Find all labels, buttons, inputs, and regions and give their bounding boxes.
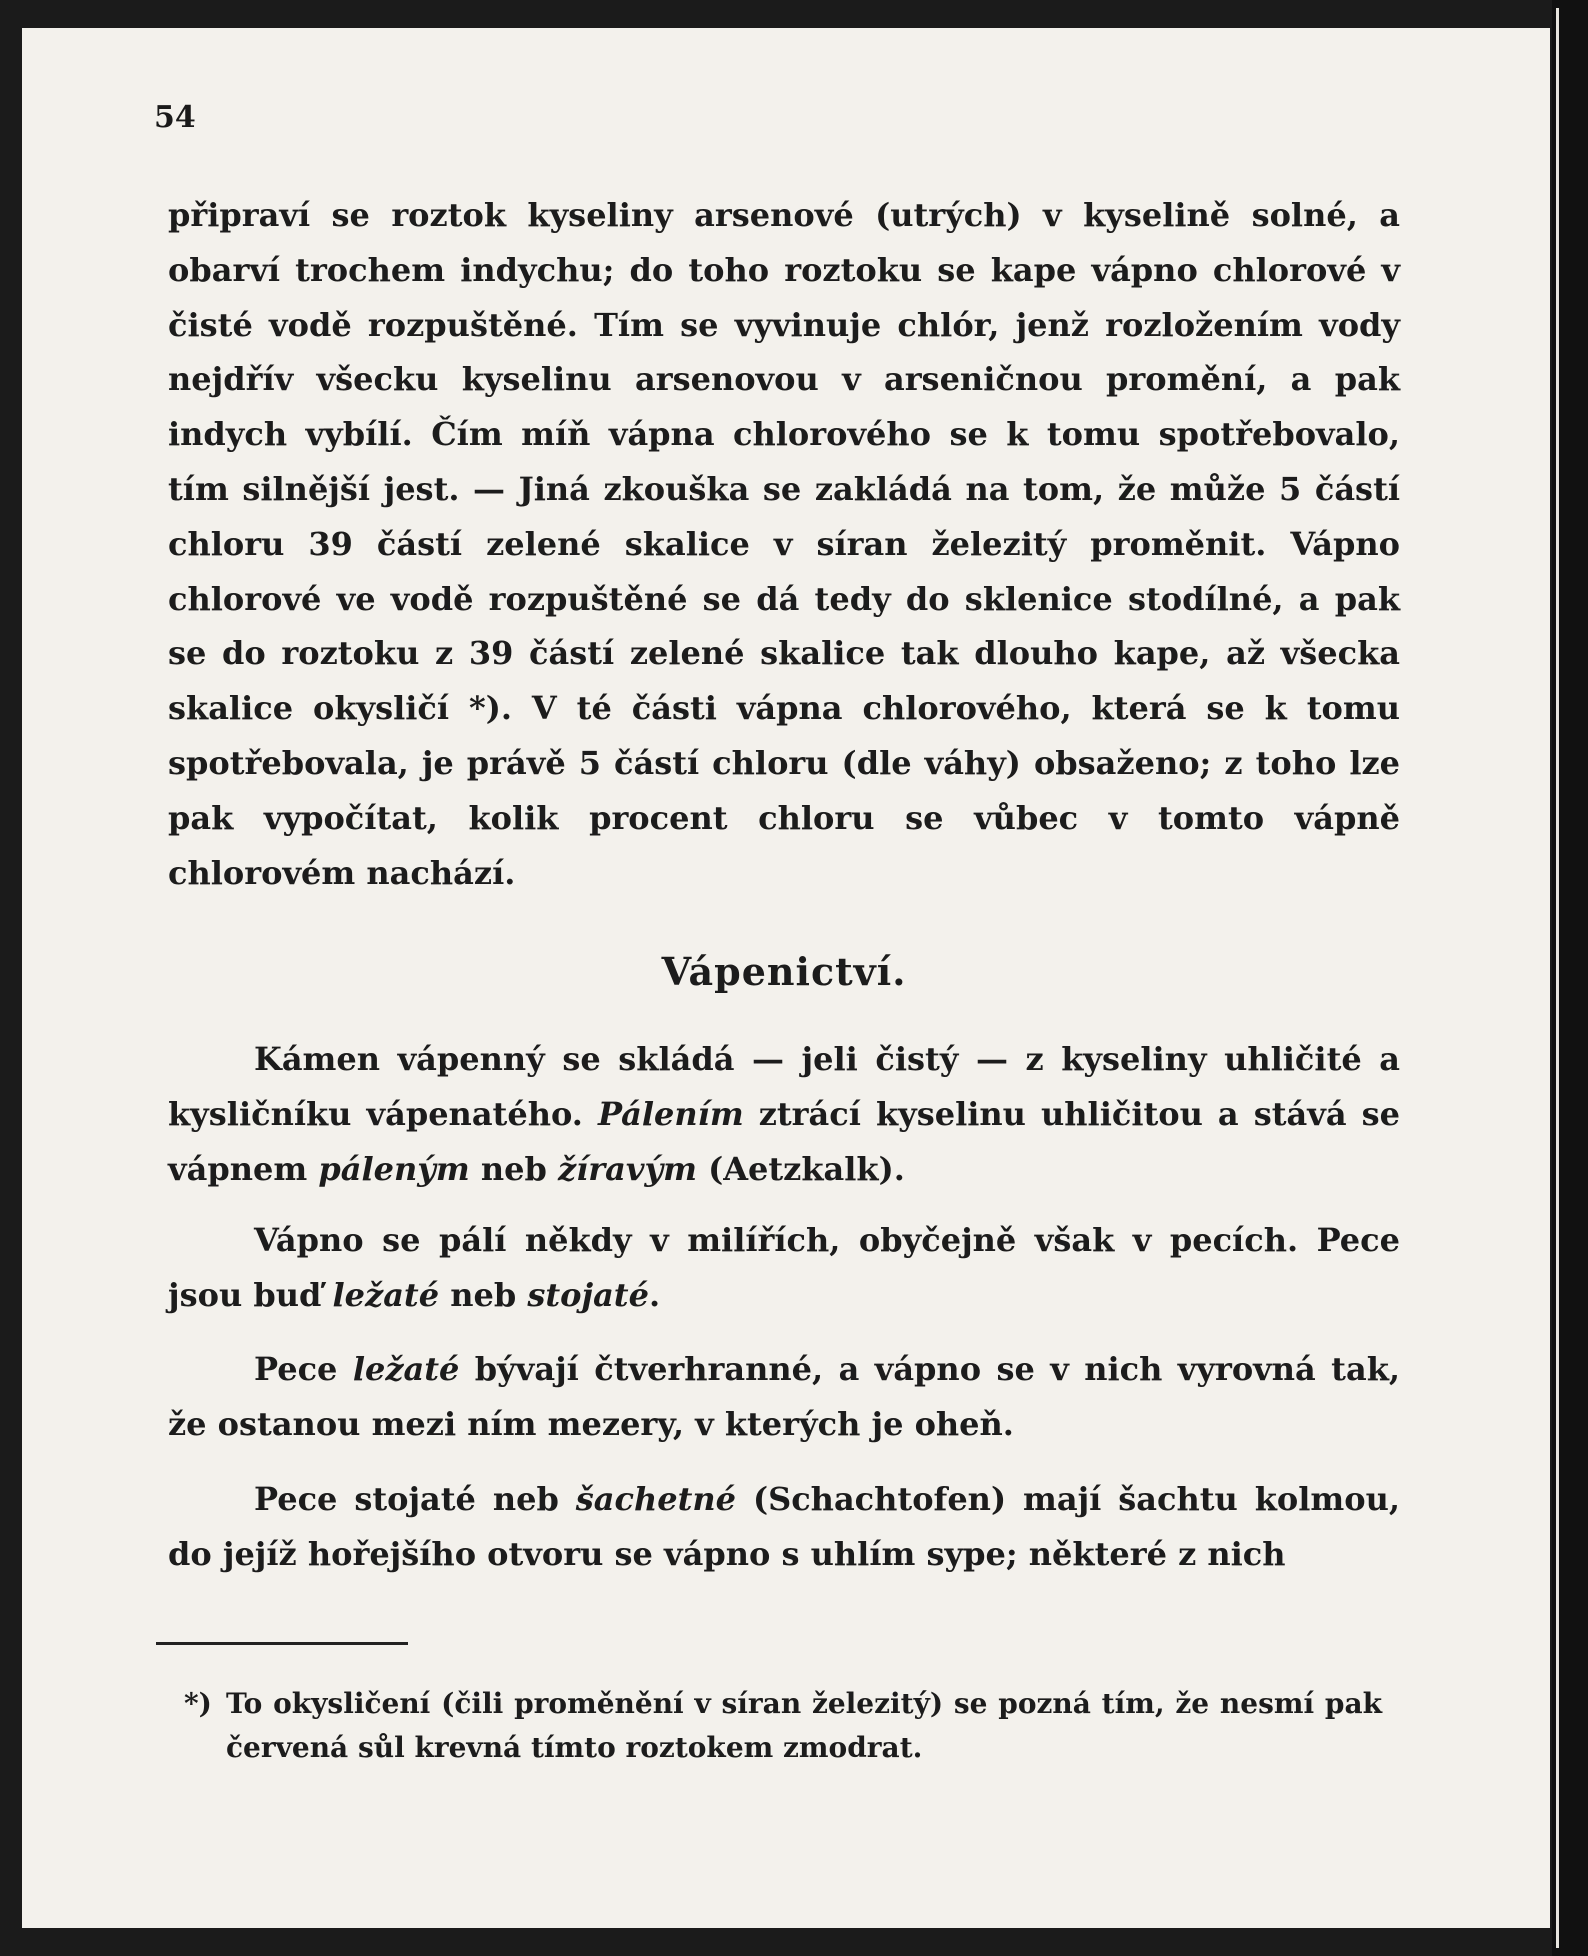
- italic-term: žíravým: [557, 1149, 697, 1188]
- text-run: neb: [469, 1149, 558, 1188]
- paragraph-kilns: [168, 1213, 1400, 1323]
- text-run: .: [648, 1275, 661, 1314]
- page-body: [168, 188, 1400, 1582]
- text-run: bývají čtverhranné, a vápno se v nich vyrovná tak, že ostanou mezi ním mezery, v kterých je oheň.: [168, 1350, 1401, 1444]
- paragraph-horizontal-kilns: [168, 1342, 1400, 1452]
- text-run: Vápno se pálí někdy v milířích, obyčejně však v pecích. Pece jsou buď: [168, 1220, 1400, 1314]
- italic-term: ležaté: [352, 1350, 460, 1389]
- italic-term: páleným: [318, 1149, 470, 1188]
- footnote-mark: *): [184, 1687, 212, 1720]
- footnote-text: To okysličení (čili proměnění v síran železitý) se pozná tím, že nesmí pak červená sůl krevná tímto roztokem zmodrat.: [226, 1687, 1382, 1764]
- text-run: Pece stojaté neb: [254, 1479, 576, 1518]
- text-run: neb: [439, 1275, 528, 1314]
- text-run: (Aetzkalk).: [696, 1149, 905, 1188]
- italic-term: šachetné: [575, 1479, 737, 1518]
- paragraph-limestone: [168, 1032, 1400, 1196]
- italic-term: ležaté: [332, 1275, 440, 1314]
- italic-term: stojaté: [527, 1275, 649, 1314]
- book-page: [22, 28, 1550, 1928]
- footnote-divider: [156, 1642, 408, 1645]
- paragraph-chlorine-test: připraví se roztok kyseliny arsenové (utrých) v kyselině solné, a obarví trochem indychu; do toho roztoku se kape vápno chlorové v čisté vodě rozpuštěné. Tím se vyvinuje chlór, jenž rozložením vody nejdřív všecku kyselinu arsenovou v arseničnou promění, a pak indych vybílí. Čím míň vápna chlorového se k tomu spotřebovalo, tím silnější jest. — Jiná zkouška se zakládá na tom, že může 5 částí chloru 39 částí zelené skalice v síran železitý proměnit. Vápno chlorové ve vodě rozpuštěné se dá tedy do sklenice stodílné, a pak se do roztoku z 39 částí zelené skalice tak dlouho kape, až všecka skalice okysličí *). V té části vápna chlorového, která se k tomu spotřebovala, je právě 5 částí chloru (dle váhy) obsaženo; z toho lze pak vypočítat, kolik procent chloru se vůbec v tomto vápně chlorovém nachází.: [168, 196, 1400, 892]
- text-run: Pece: [254, 1350, 353, 1389]
- footnote: [184, 1682, 1382, 1770]
- scan-edge-line: [1556, 8, 1559, 1948]
- page-number: 54: [154, 100, 196, 135]
- text-run: (Schachtofen) mají šachtu kolmou, do jejíž hořejšího otvoru se vápno s uhlím sype; některé z nich: [168, 1479, 1401, 1573]
- text-run: Kámen vápenný se skládá — jeli čistý — z kyseliny uhličité a kysličníku vápenatého.: [168, 1040, 1400, 1134]
- section-title: Vápenictví.: [661, 949, 907, 995]
- paragraph-shaft-kilns: [168, 1472, 1400, 1582]
- italic-term: Pálením: [597, 1095, 744, 1134]
- text-run: ztrácí kyselinu uhličitou a stává se vápnem: [168, 1095, 1401, 1188]
